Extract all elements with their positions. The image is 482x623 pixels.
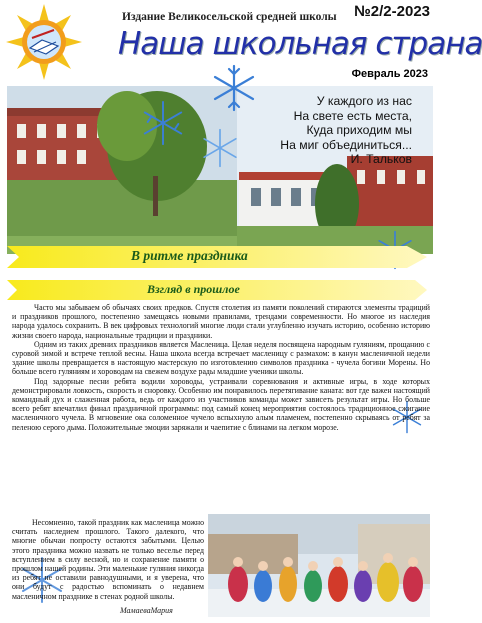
newspaper-title: Наша школьная страна <box>118 26 482 62</box>
quote-line: На свете есть места, <box>293 108 412 123</box>
article-author: МамаеваМария <box>120 606 173 615</box>
publisher-line: Издание Великосельской средней школы <box>122 11 337 23</box>
subsection-title: Взгляд в прошлое <box>147 282 240 296</box>
article-paragraph: Несомненно, такой праздник как масленица можно считать наследием прошлого. Такого далекого, что многие обычаи попросту остаются забытыми. Целью этого праздника можно назвать не только веселье перед вступлением в силу весной, но и сохранение памяти о прошлом нашей родины. Эти маленькие гуляния никогда из ребят не оставили равнодушными, и я уверена, что они будут с радостью вспоминать о недавнем масленичном празднике в стенах родной школы. <box>12 518 204 601</box>
article-paragraph: Часто мы забываем об обычаях своих предков. Спустя столетия из памяти поколений стираются элементы традиций и праздников прошлого, постепенно замещаясь новыми правилами, трендами современности. Но многое из наследия народа удалось сохранить. В век цифровых технологий многие люди стали углубленно изучать историю, особенно историю жизни своего народа, национальные традиции и праздники. <box>12 303 430 340</box>
article-paragraph: Одним из таких древних праздников является Масленица. Целая неделя посвящена народным гуляниям, прощанию с суровой зимой и встрече теплой весны. Наша школа всегда встречает масленицу с размахом: в канун масленичной недели здание школы превращается в настоящую мастерскую по изготовлению символов праздника - чучела богини Морены. Но больше всего гуляниям и хороводам на свежем воздухе рады младшие ученики школы. <box>12 339 430 377</box>
article-body <box>12 303 430 432</box>
quote-line: На миг объединиться... <box>280 137 412 152</box>
school-logo-icon <box>4 2 84 82</box>
section-title: В ритме праздника <box>131 248 248 263</box>
quote-line: Куда приходим мы <box>306 123 412 137</box>
snowflake-icon <box>210 64 258 112</box>
quote-line: У каждого из нас <box>316 94 412 108</box>
article-paragraph: Под задорные песни ребята водили хороводы, устраивали соревнования и активные игры, в ходе которых демонстрировали ловкость, скорость и сноровку. Особенно им понравилось перетягивание каната: вот где важен настоящий командный дух и слаженная работа, ведь от каждого из участников команды может зависеть результат игры. Но больше всего ребят впечатлил финал праздничной программы: под самый конец мероприятия состоялось традиционное сжигание масленичного чучела. В мгновение ока соломенное чучело вспыхнуло алым пламенем, постепенно скрываясь от ребят за пеленою серого дыма. Положительные эмоции заряжали и чаепитие с блинами на легком морозе. <box>12 376 430 432</box>
maslenitsa-festival-photo <box>208 514 430 617</box>
epigraph-quote <box>280 94 412 167</box>
snowflake-icon <box>140 100 186 146</box>
section-banner <box>7 246 427 268</box>
subsection-banner <box>7 280 427 302</box>
snowflake-icon <box>200 128 240 168</box>
article-conclusion <box>12 518 204 601</box>
issue-number: №2/2-2023 <box>354 3 430 20</box>
issue-date: Февраль 2023 <box>351 68 428 80</box>
quote-author: И. Тальков <box>350 152 412 166</box>
